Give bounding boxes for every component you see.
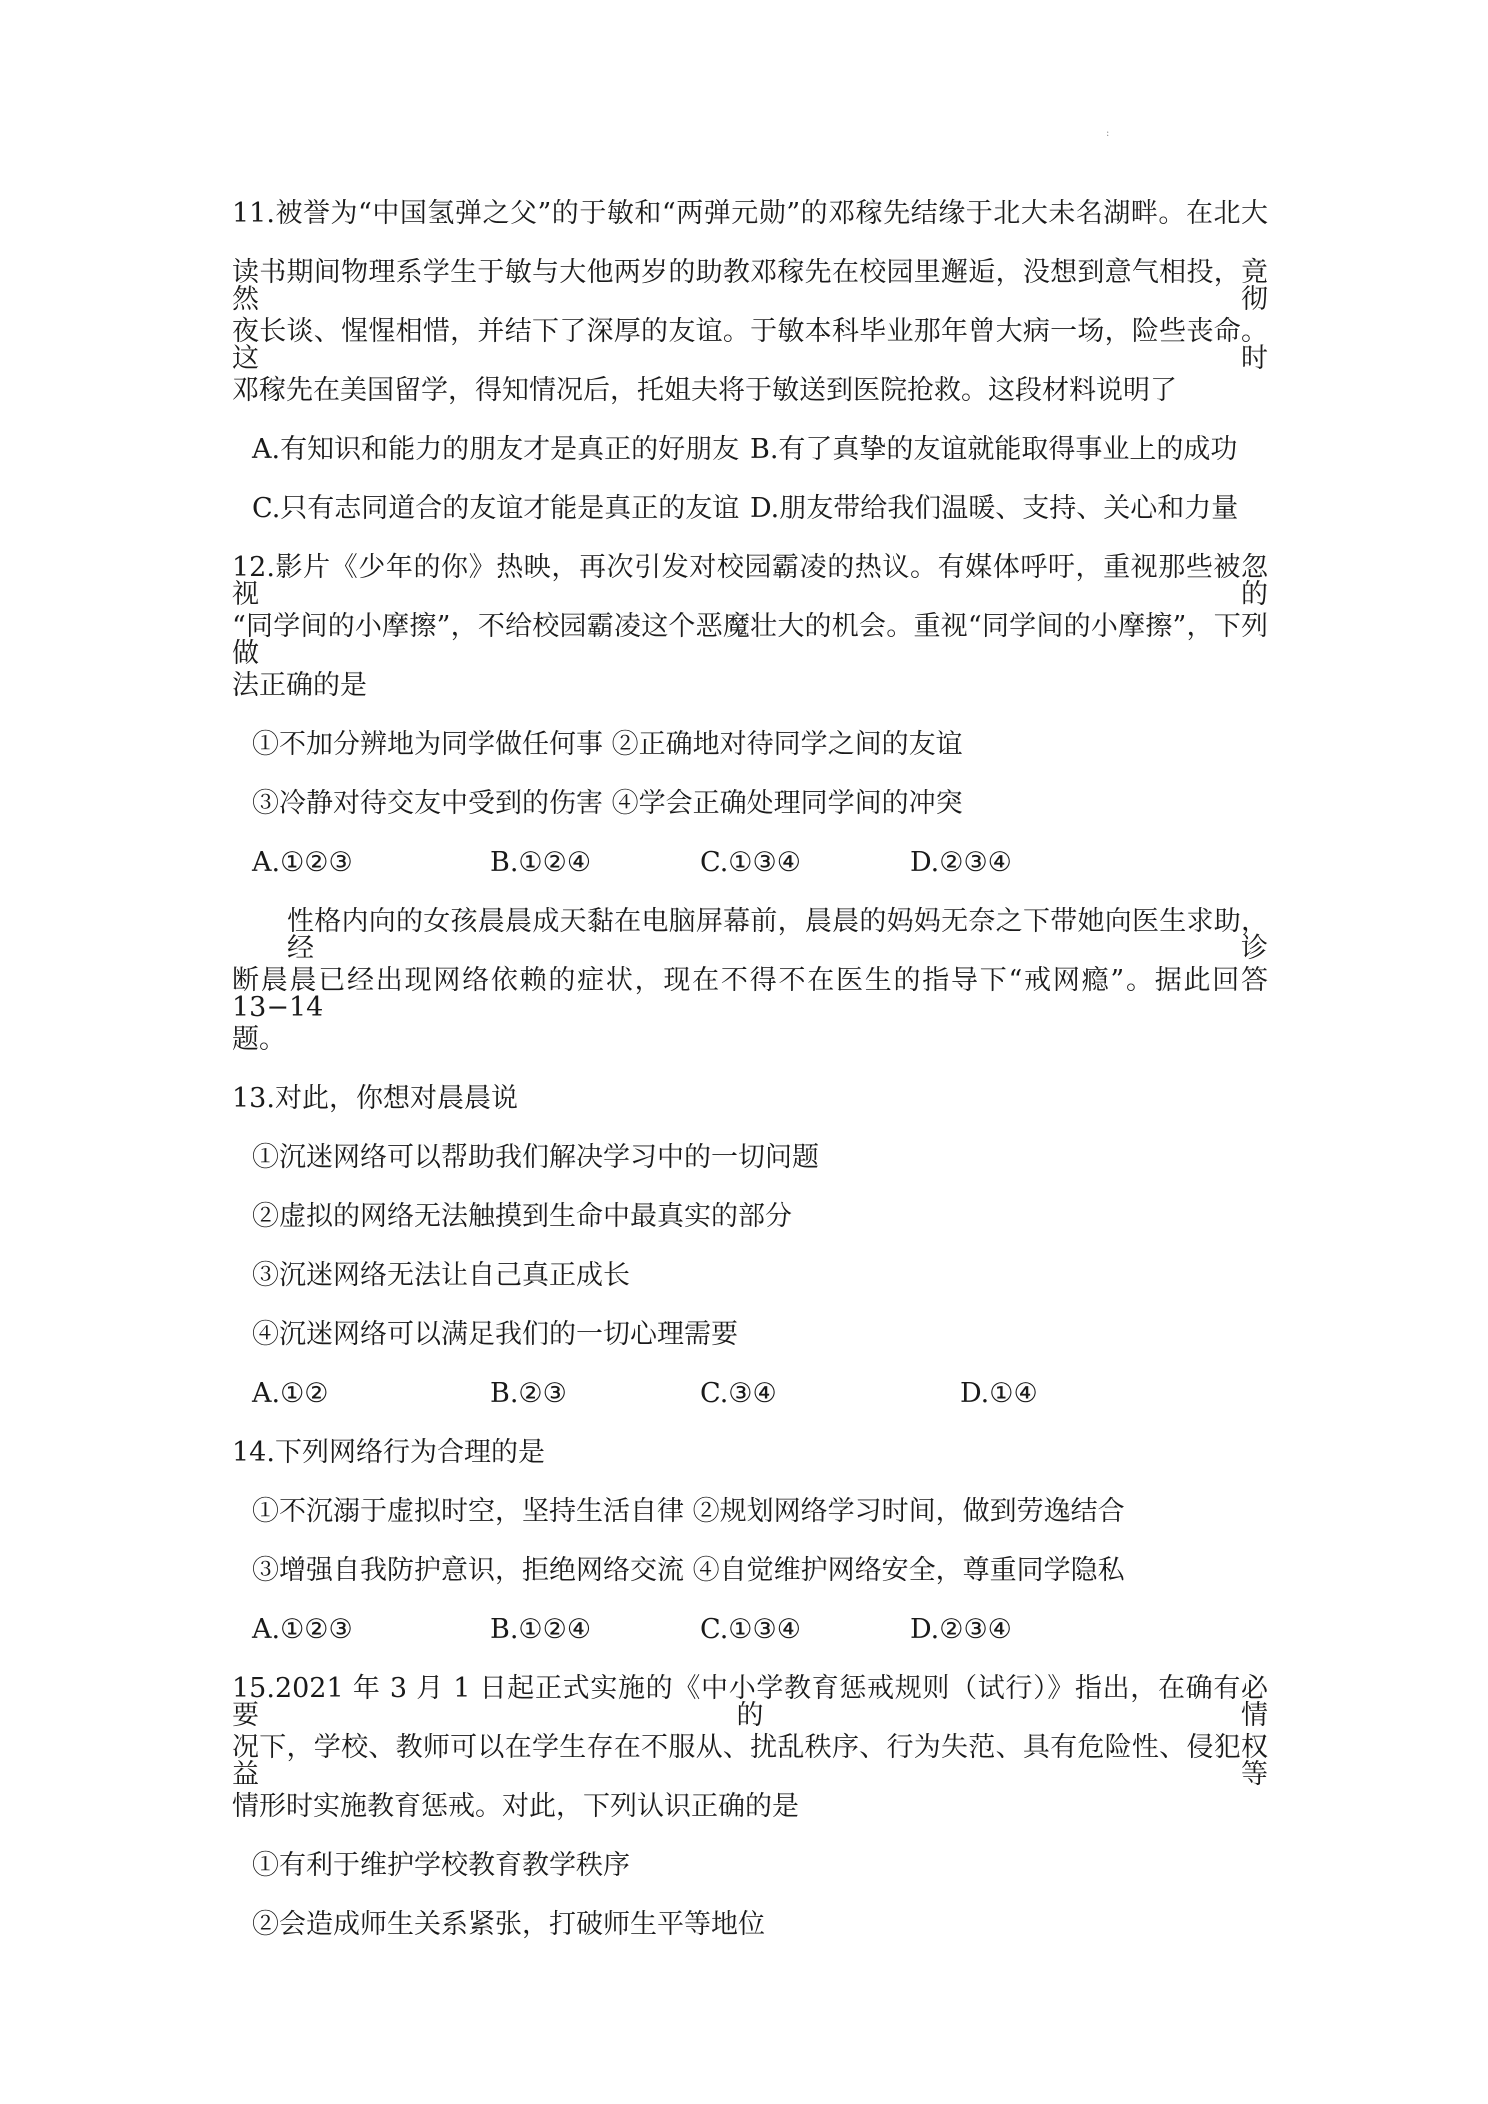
question-15-item-2: ②会造成师生关系紧张，打破师生平等地位: [252, 1909, 765, 1940]
question-11-line-2: 读书期间物理系学生于敏与大他两岁的助教邓稼先在校园里邂逅，没想到意气相投，竟然彻: [232, 257, 1268, 315]
question-11-line-1: 11.被誉为“中国氢弹之父”的于敏和“两弹元勋”的邓稼先结缘于北大未名湖畔。在北大: [232, 198, 1268, 229]
question-12-line-1: 12.影片《少年的你》热映，再次引发对校园霸凌的热议。有媒体呼吁，重视那些被忽视的: [232, 552, 1268, 610]
page-mark: :: [1106, 128, 1110, 139]
question-14-option-d: D.②③④: [910, 1614, 1012, 1645]
question-13-option-d: D.①④: [960, 1378, 1038, 1409]
question-13-option-c: C.③④: [700, 1378, 777, 1409]
question-13-item-4: ④沉迷网络可以满足我们的一切心理需要: [252, 1319, 738, 1350]
question-14-item-line-1: ①不沉溺于虚拟时空，坚持生活自律 ②规划网络学习时间，做到劳逸结合: [252, 1496, 1125, 1527]
question-11-option-a: A.有知识和能力的朋友才是真正的好朋友: [252, 434, 740, 465]
question-14-stem: 14.下列网络行为合理的是: [232, 1437, 545, 1468]
question-12-option-c: C.①③④: [700, 847, 801, 878]
question-11-option-b: B.有了真挚的友谊就能取得事业上的成功: [750, 434, 1238, 465]
question-12-option-d: D.②③④: [910, 847, 1012, 878]
question-13-option-b: B.②③: [490, 1378, 567, 1409]
question-14-option-a: A.①②③: [252, 1614, 353, 1645]
question-14-option-b: B.①②④: [490, 1614, 592, 1645]
question-11-option-d: D.朋友带给我们温暖、支持、关心和力量: [750, 493, 1239, 524]
question-13-item-2: ②虚拟的网络无法触摸到生命中最真实的部分: [252, 1201, 792, 1232]
question-12-line-3: 法正确的是: [232, 670, 367, 701]
question-12-option-b: B.①②④: [490, 847, 592, 878]
question-12-line-2: “同学间的小摩擦”，不给校园霸凌这个恶魔壮大的机会。重视“同学间的小摩擦”，下列做: [232, 611, 1268, 669]
question-13-item-3: ③沉迷网络无法让自己真正成长: [252, 1260, 630, 1291]
question-13-stem: 13.对此，你想对晨晨说: [232, 1083, 518, 1114]
question-14-option-c: C.①③④: [700, 1614, 801, 1645]
question-15-item-1: ①有利于维护学校教育教学秩序: [252, 1850, 630, 1881]
question-13-option-a: A.①②: [252, 1378, 329, 1409]
question-11-option-c: C.只有志同道合的友谊才能是真正的友谊: [252, 493, 740, 524]
question-13-item-1: ①沉迷网络可以帮助我们解决学习中的一切问题: [252, 1142, 819, 1173]
question-14-item-line-2: ③增强自我防护意识，拒绝网络交流 ④自觉维护网络安全，尊重同学隐私: [252, 1555, 1125, 1586]
question-12-item-line-2: ③冷静对待交友中受到的伤害 ④学会正确处理同学间的冲突: [252, 788, 963, 819]
material-line-2: 断晨晨已经出现网络依赖的症状，现在不得不在医生的指导下“戒网瘾”。据此回答 13−14: [232, 965, 1268, 1023]
question-12-item-line-1: ①不加分辨地为同学做任何事 ②正确地对待同学之间的友谊: [252, 729, 963, 760]
question-11-line-4: 邓稼先在美国留学，得知情况后，托姐夫将于敏送到医院抢救。这段材料说明了: [232, 375, 1177, 406]
question-15-line-1: 15.2021 年 3 月 1 日起正式实施的《中小学教育惩戒规则（试行）》指出，在确有必要的情: [232, 1673, 1268, 1731]
question-12-option-a: A.①②③: [252, 847, 353, 878]
material-line-1: 性格内向的女孩晨晨成天黏在电脑屏幕前，晨晨的妈妈无奈之下带她向医生求助，经诊: [287, 906, 1268, 964]
question-11-line-3: 夜长谈、惺惺相惜，并结下了深厚的友谊。于敏本科毕业那年曾大病一场，险些丧命。这时: [232, 316, 1268, 374]
question-15-line-2: 况下，学校、教师可以在学生存在不服从、扰乱秩序、行为失范、具有危险性、侵犯权益等: [232, 1732, 1268, 1790]
material-line-3: 题。: [232, 1024, 286, 1055]
question-15-line-3: 情形时实施教育惩戒。对此，下列认识正确的是: [232, 1791, 799, 1822]
